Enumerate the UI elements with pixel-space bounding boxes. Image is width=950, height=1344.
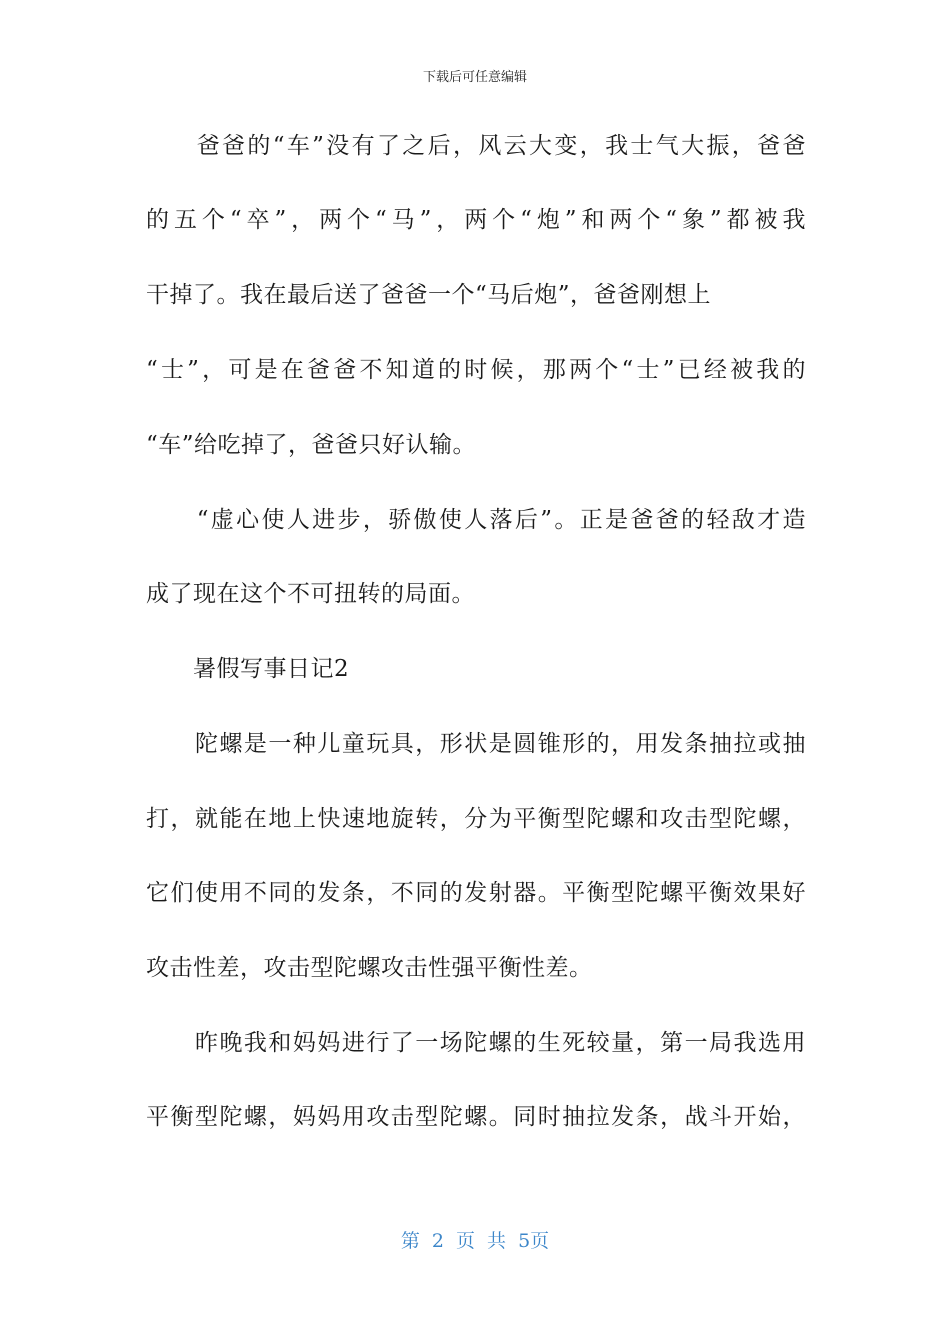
text-line: 昨晚我和妈妈进行了一场陀螺的生死较量，第一局我选用 <box>146 1030 806 1056</box>
text-line: “虚心使人进步，骄傲使人落后”。正是爸爸的轻敌才造 <box>146 507 806 533</box>
text-line: 平衡型陀螺，妈妈用攻击型陀螺。同时抽拉发条，战斗开始， <box>146 1104 806 1130</box>
page-header-note: 下载后可任意编辑 <box>422 70 527 85</box>
text-line: 成了现在这个不可扭转的局面。 <box>146 581 475 607</box>
text-line: 爸爸的“车”没有了之后，风云大变，我士气大振，爸爸 <box>146 133 806 159</box>
section-title: 暑假写事日记2 <box>146 656 350 682</box>
text-line: 攻击性差，攻击型陀螺攻击性强平衡性差。 <box>146 955 593 981</box>
page-number-footer: 第 2 页 共 5页 <box>400 1230 550 1252</box>
text-line: 干掉了。我在最后送了爸爸一个“马后炮”，爸爸刚想上 <box>146 282 712 308</box>
text-line: 它们使用不同的发条，不同的发射器。平衡型陀螺平衡效果好 <box>146 880 806 906</box>
text-line: “士”，可是在爸爸不知道的时候，那两个“士”已经被我的 <box>146 357 806 383</box>
text-line: 陀螺是一种儿童玩具，形状是圆锥形的，用发条抽拉或抽 <box>146 731 806 757</box>
text-line: 打，就能在地上快速地旋转，分为平衡型陀螺和攻击型陀螺， <box>146 806 806 832</box>
text-line: “车”给吃掉了，爸爸只好认输。 <box>146 432 477 458</box>
text-line: 的五个“卒”，两个“马”，两个“炮”和两个“象”都被我 <box>146 207 806 233</box>
